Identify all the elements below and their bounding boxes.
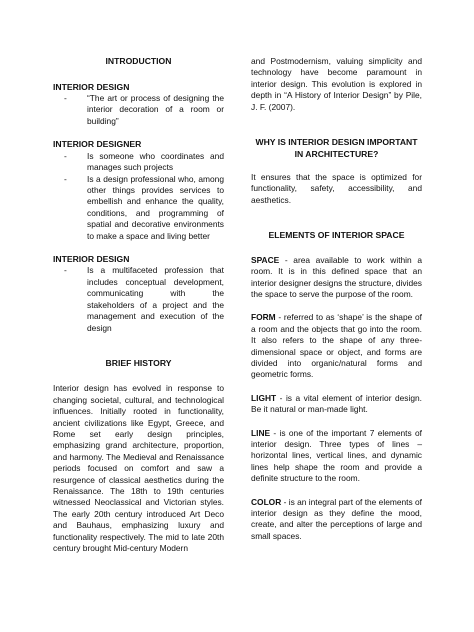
brief-history-text: Interior design has evolved in response to changing societal, cultural, and technological influences. Initially rooted in functionality, ancient civilizations like Egypt, Greece, and Rome set early design principles, emphasizing grand architecture, proportion, and harmony. The Medieval and Renaissance periods focused on comfort and saw a resurgence of classical aesthetics during the Renaissance. The 18th to 19th centuries witnessed Neoclassical and Victorian styles. The early 20th century introduced Art Deco and Bauhaus, emphasizing luxury and functionality respectively. The mid to late 20th century brought Mid-century Modern [53, 383, 224, 554]
element-term: FORM [251, 312, 276, 323]
why-heading-line-1: WHY IS INTERIOR DESIGN IMPORTANT [255, 137, 418, 148]
element-color [251, 497, 422, 543]
introduction-heading: INTRODUCTION [105, 56, 172, 66]
interior-designer-list [53, 151, 224, 242]
interior-design-title-1: INTERIOR DESIGN [53, 81, 130, 92]
why-text: It ensures that the space is optimized for functionality, safety, accessibility, and aesthetics. [251, 172, 422, 205]
elements-heading: ELEMENTS OF INTERIOR SPACE [268, 230, 405, 241]
list-item: - Is a multifaceted profession that includes conceptual development, communicating with the stakeholders of a project and the management and execution of the design [53, 265, 224, 333]
element-term: LINE [251, 427, 271, 438]
history-continued-text: and Postmodernism, valuing simplicity and technology have become paramount in interior design. This evolution is explored in depth in “A History of Interior Design” by Pile, J. F. (2007). [251, 56, 422, 112]
element-description: - is a vital element of interior design. Be it natural or man-made light. [251, 392, 422, 415]
element-term: SPACE [251, 254, 280, 265]
element-description: - area available to work within a room. It is in this defined space that an interior designer designs the structure, divides the space to serve the purpose of the room. [251, 254, 422, 299]
why-heading-line-2: IN ARCHITECTURE? [294, 148, 379, 159]
element-description: - is one of the important 7 elements of interior design. Three types of lines – horizontal lines, vertical lines, and dynamic lines help shape the room and provide a definite structure to the room. [251, 427, 422, 484]
why-heading [251, 137, 422, 160]
interior-design-title-2: INTERIOR DESIGN [53, 253, 130, 264]
element-light [251, 393, 422, 416]
element-description: - referred to as ‘shape’ is the shape of a room and the objects that go into the room. It also refers to the shape of any three-dimensional space or object, and forms are divided into organic/natural forms and geometric forms. [251, 312, 422, 380]
left-column [53, 56, 224, 555]
brief-history-heading: BRIEF HISTORY [105, 357, 172, 368]
interior-design-list-1 [53, 93, 224, 127]
right-column [251, 56, 422, 542]
list-item: - “The art or process of designing the interior decoration of a room or building” [53, 93, 224, 127]
list-item: - Is someone who coordinates and manages such projects [53, 151, 224, 174]
element-description: - is an integral part of the elements of interior design as they define the mood, create, and alter the perceptions of large and small spaces. [251, 496, 422, 541]
element-space [251, 255, 422, 301]
list-item: - Is a design professional who, among other things provides services to embellish and enhance the quality, conditions, and programming of spatial and decorative environments to make a space and living better [53, 174, 224, 242]
element-form [251, 312, 422, 380]
interior-design-list-2 [53, 265, 224, 333]
element-line [251, 428, 422, 485]
element-term: COLOR [251, 496, 282, 507]
interior-designer-title: INTERIOR DESIGNER [53, 139, 142, 150]
element-term: LIGHT [251, 392, 277, 403]
